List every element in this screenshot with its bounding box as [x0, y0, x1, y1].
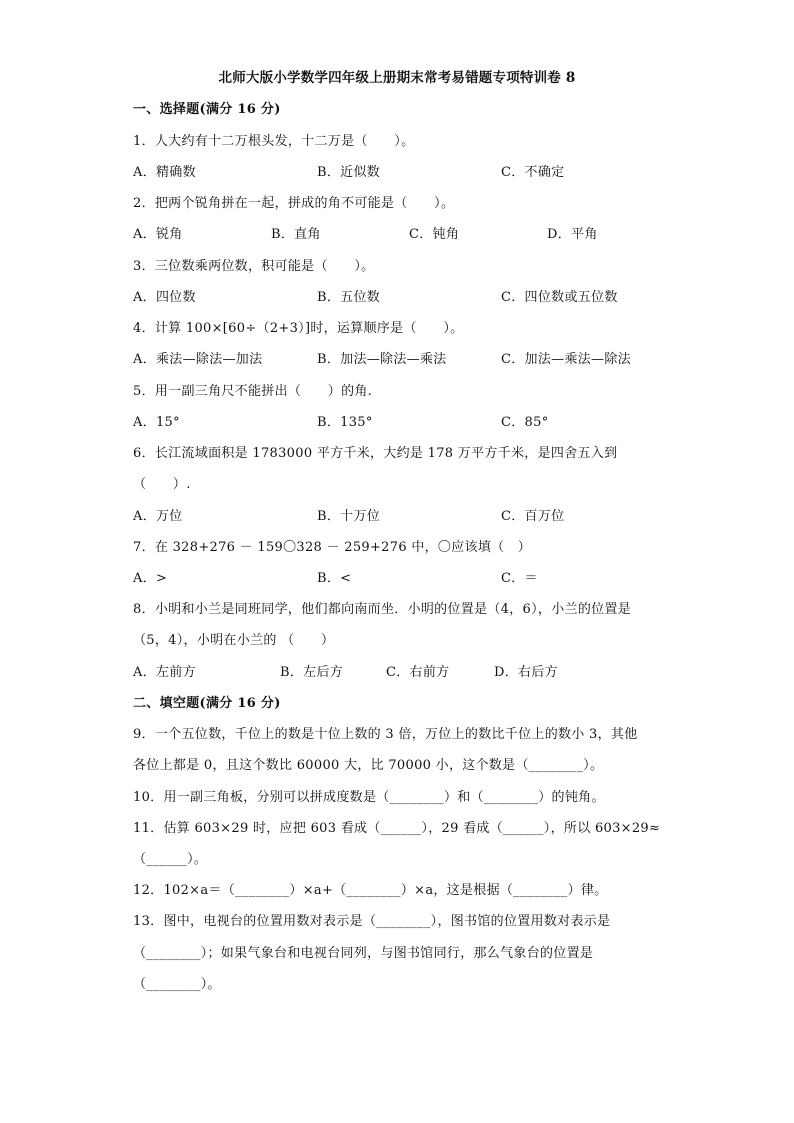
question-4: 4．计算 100×[60÷（2+3）]时，运算顺序是（ ）。	[133, 321, 464, 336]
question-13-line3: （________）。	[133, 977, 221, 992]
option-3c: C．四位数或五位数	[501, 290, 618, 305]
option-2c: C．钝角	[409, 227, 460, 242]
option-6a: A．万位	[133, 509, 183, 524]
option-5a: A．15°	[133, 415, 180, 430]
option-7a: A．>	[133, 571, 168, 586]
option-3a: A．四位数	[133, 290, 196, 305]
question-6-line2: （ ）.	[133, 477, 191, 492]
option-1a: A．精确数	[133, 165, 196, 180]
option-6b: B．十万位	[317, 509, 381, 524]
option-4a: A．乘法—除法—加法	[133, 352, 263, 367]
question-3: 3．三位数乘两位数，积可能是（ ）。	[133, 259, 375, 274]
option-2b: B．直角	[271, 227, 321, 242]
option-2d: D．平角	[547, 227, 598, 242]
option-8d: D．右后方	[494, 665, 558, 680]
option-4b: B．加法—除法—乘法	[317, 352, 447, 367]
question-5: 5．用一副三角尺不能拼出（ ）的角.	[133, 384, 373, 399]
option-7c: C．＝	[501, 571, 538, 586]
question-12: 12．102×a＝（________）×a+（________）×a，这是根据（________）律。	[133, 883, 608, 898]
option-3b: B．五位数	[317, 290, 381, 305]
question-13-line2: （________）；如果气象台和电视台同列，与图书馆同行，那么气象台的位置是	[133, 946, 594, 961]
question-2: 2．把两个锐角拼在一起，拼成的角不可能是（ ）。	[133, 196, 455, 211]
option-1b: B．近似数	[317, 165, 381, 180]
question-8-line1: 8．小明和小兰是同班同学，他们都向南而坐．小明的位置是（4，6），小兰的位置是	[133, 602, 632, 617]
section-heading-fill: 二、填空题(满分 16 分)	[133, 696, 281, 711]
question-10: 10．用一副三角板，分别可以拼成度数是（________）和（________）的钝角。	[133, 790, 605, 805]
question-6-line1: 6．长江流域面积是 1783000 平方千米，大约是 178 万平方千米，是四舍五入到	[133, 446, 618, 461]
page-title: 北师大版小学数学四年级上册期末常考易错题专项特训卷 8	[218, 70, 576, 86]
question-11-line2: （______）。	[133, 852, 208, 867]
question-13-line1: 13．图中，电视台的位置用数对表示是（________），图书馆的位置用数对表示是	[133, 914, 611, 929]
question-8-line2: （5，4），小明在小兰的 （ ）	[133, 633, 335, 648]
option-4c: C．加法—乘法—除法	[501, 352, 631, 367]
option-5c: C．85°	[501, 415, 549, 430]
question-11-line1: 11．估算 603×29 时，应把 603 看成（______），29 看成（______），所以 603×29≈	[133, 821, 661, 836]
option-5b: B．135°	[317, 415, 373, 430]
option-6c: C．百万位	[501, 509, 565, 524]
option-2a: A．锐角	[133, 227, 183, 242]
question-9-line1: 9．一个五位数，千位上的数是十位上数的 3 倍，万位上的数比千位上的数小 3，其他	[133, 727, 638, 742]
option-8b: B．左后方	[280, 665, 344, 680]
option-8a: A．左前方	[133, 665, 196, 680]
option-7b: B．<	[317, 571, 352, 586]
option-1c: C．不确定	[501, 165, 565, 180]
question-9-line2: 各位上都是 0，且这个数比 60000 大，比 70000 小，这个数是（________）。	[133, 758, 604, 773]
question-1: 1．人大约有十二万根头发，十二万是（ ）。	[133, 134, 415, 149]
section-heading-choice: 一、选择题(满分 16 分)	[133, 102, 281, 117]
option-8c: C．右前方	[386, 665, 450, 680]
question-7: 7．在 328+276 － 159〇328 － 259+276 中，〇应该填（ ）	[133, 540, 532, 555]
